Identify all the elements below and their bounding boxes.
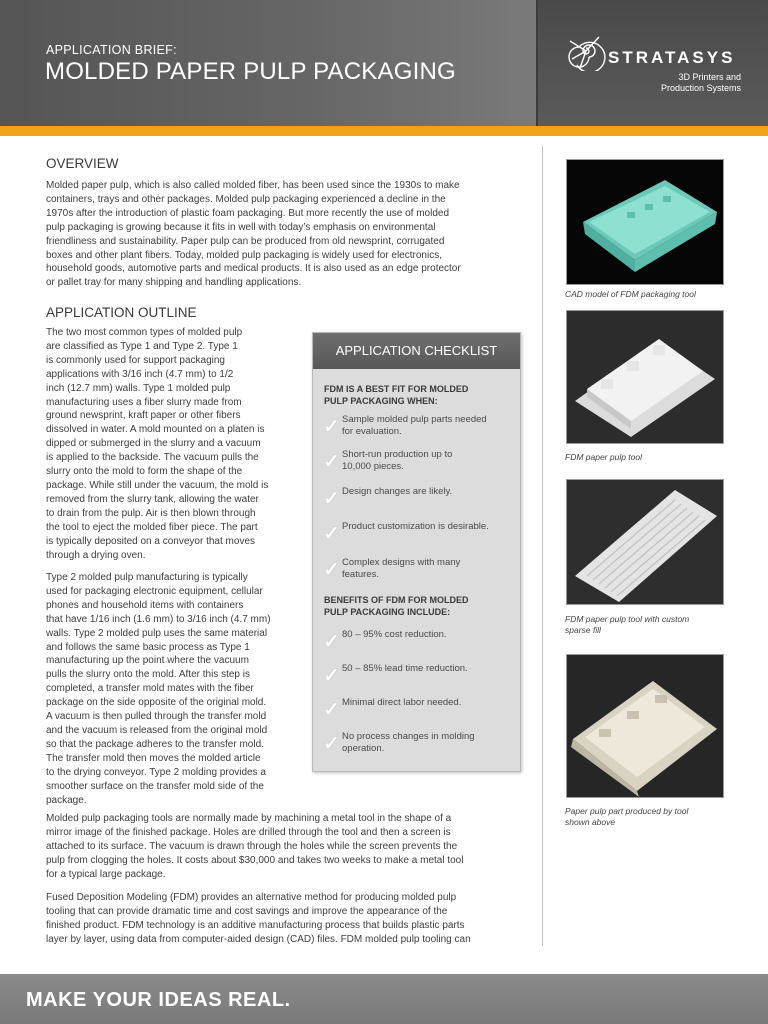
text-line: tooling that can provide dramatic time and cost savings and improve the appearance of the xyxy=(46,905,448,917)
checklist-item-text xyxy=(342,557,507,581)
outline-paragraph-2 xyxy=(46,571,306,807)
benefit-item-text xyxy=(342,629,507,641)
text-line: Type 2 molded pulp manufacturing is typically xyxy=(46,572,248,583)
tagline-line: Production Systems xyxy=(660,83,741,93)
item-line: Short-run production up to xyxy=(342,449,453,460)
text-line: manufacturing up the point where the vacuum xyxy=(46,655,249,667)
item-line: 80 – 95% cost reduction. xyxy=(342,629,447,640)
fdm-pulp-tool-image xyxy=(566,310,724,444)
application-checklist xyxy=(312,332,521,772)
benefit-item xyxy=(323,629,513,659)
checklist-item-text xyxy=(342,449,507,473)
column-divider xyxy=(542,146,543,946)
outline-paragraph-3 xyxy=(46,812,526,882)
text-line: to the drying conveyor. Type 2 molding provides a xyxy=(46,766,266,778)
checklist-item xyxy=(323,414,513,444)
heading-line: FDM IS A BEST FIT FOR MOLDED xyxy=(324,384,469,394)
document-title: MOLDED PAPER PULP PACKAGING xyxy=(45,58,456,85)
text-line: that have 1/16 inch (1.6 mm) to 3/16 inch (4.7 mm) xyxy=(46,613,271,625)
benefit-item xyxy=(323,697,513,727)
checklist-item xyxy=(323,521,513,551)
text-line: or pallet tray for many shipping and handling applications. xyxy=(46,277,302,289)
heading-line: PULP PACKAGING INCLUDE: xyxy=(324,607,451,617)
text-line: inch (12.7 mm) walls. Type 1 molded pulp xyxy=(46,382,231,394)
text-line: Molded pulp packaging tools are normally made by machining a metal tool in the shape of a xyxy=(46,813,452,824)
item-line: Product customization is desirable. xyxy=(342,521,489,532)
text-line: attached to its surface. The vacuum is drawn through the holes while the screen prevents the xyxy=(46,840,458,852)
checkmark-icon: ✓ xyxy=(323,733,340,755)
caption-line: sparse fill xyxy=(565,625,601,635)
photo-caption xyxy=(565,289,735,300)
text-line: household goods, automotive parts and medical products. It is also used as an edge protector xyxy=(46,263,461,275)
checkmark-icon: ✓ xyxy=(323,451,340,473)
item-line: Sample molded pulp parts needed xyxy=(342,414,487,425)
checklist-title: APPLICATION CHECKLIST xyxy=(313,333,520,369)
text-line: pulls the slurry onto the mold. After this step is xyxy=(46,669,250,681)
checkmark-icon: ✓ xyxy=(323,699,340,721)
heading-line: PULP PACKAGING WHEN: xyxy=(324,396,438,406)
item-line: operation. xyxy=(342,743,385,754)
best-fit-heading xyxy=(324,383,509,407)
text-line: completed, a transfer mold mates with the fiber xyxy=(46,683,254,695)
checklist-item xyxy=(323,557,513,587)
text-line: friendliness and sustainability. Paper pulp can be produced from old newsprint, corrugated xyxy=(46,235,445,247)
text-line: mirror image of the finished package. Holes are drilled through the tool and then a screen is xyxy=(46,826,451,838)
text-line: are classified as Type 1 and Type 2. Type 1 xyxy=(46,340,238,352)
checkmark-icon: ✓ xyxy=(323,631,340,653)
text-line: dipped or submerged in the slurry and a vacuum xyxy=(46,438,261,450)
text-line: boxes and other plant fibers. Today, molded pulp packaging is widely used for electronics, xyxy=(46,249,442,261)
text-line: through a drying oven. xyxy=(46,549,146,561)
text-line: A vacuum is then pulled through the transfer mold xyxy=(46,711,267,723)
text-line: is typically deposited on a conveyor that moves xyxy=(46,535,255,547)
item-line: Design changes are likely. xyxy=(342,486,453,497)
text-line: the tool to eject the molded fiber piece. The part xyxy=(46,521,258,533)
nautilus-logo-icon xyxy=(566,31,606,71)
text-line: pulp from clogging the holes. It costs about $30,000 and takes two weeks to make a metal tool xyxy=(46,854,464,866)
text-line: containers, trays and other packages. Molded pulp packaging experienced a decline in the xyxy=(46,193,446,205)
photo-caption xyxy=(565,614,735,636)
text-line: for a typical large package. xyxy=(46,868,166,880)
checklist-item-text xyxy=(342,414,507,438)
text-line: manufacturing uses a fiber slurry made from xyxy=(46,396,242,408)
checkmark-icon: ✓ xyxy=(323,416,340,438)
benefit-item-text xyxy=(342,697,507,709)
item-line: 10,000 pieces. xyxy=(342,461,404,472)
text-line: and the vacuum is released from the original mold xyxy=(46,724,268,736)
pulp-part-image xyxy=(566,654,724,798)
text-line: so that the package adheres to the transfer mold. xyxy=(46,738,264,750)
checklist-item xyxy=(323,449,513,479)
benefit-item-text xyxy=(342,731,507,755)
item-line: 50 – 85% lead time reduction. xyxy=(342,663,468,674)
item-line: Complex designs with many xyxy=(342,557,461,568)
text-line: The transfer mold then moves the molded article xyxy=(46,752,261,764)
benefit-item xyxy=(323,731,513,761)
text-line: removed from the slurry tank, allowing the water xyxy=(46,493,259,505)
text-line: finished product. FDM technology is an additive manufacturing process that builds plastic parts xyxy=(46,919,465,931)
text-line: package on the side opposite of the original mold. xyxy=(46,697,267,709)
text-line: used for packaging electronic equipment, cellular xyxy=(46,585,263,597)
item-line: features. xyxy=(342,569,379,580)
text-line: slurry onto the mold to form the shape of the xyxy=(46,466,243,478)
caption-line: shown above xyxy=(565,817,616,827)
brand-wordmark: STRATASYS xyxy=(608,48,736,67)
text-line: applications with 3/16 inch (4.7 mm) to 1/2 xyxy=(46,368,234,380)
caption-line: FDM paper pulp tool with custom xyxy=(565,614,690,624)
text-line: package. xyxy=(46,794,87,806)
checklist-item-text xyxy=(342,486,507,498)
photo-caption xyxy=(565,452,735,463)
outline-paragraph-4 xyxy=(46,891,526,947)
benefit-item-text xyxy=(342,663,507,675)
heading-line: BENEFITS OF FDM FOR MOLDED xyxy=(324,595,469,605)
item-line: for evaluation. xyxy=(342,426,402,437)
checklist-item xyxy=(323,486,513,516)
text-line: The two most common types of molded pulp xyxy=(46,327,243,338)
outline-paragraph-1 xyxy=(46,326,306,562)
photo-caption xyxy=(565,806,735,828)
caption-line: Paper pulp part produced by tool xyxy=(565,806,689,816)
brand-tagline xyxy=(591,72,741,94)
checkmark-icon: ✓ xyxy=(323,665,340,687)
benefits-heading xyxy=(324,594,509,618)
outline-heading: APPLICATION OUTLINE xyxy=(46,305,197,320)
item-line: Minimal direct labor needed. xyxy=(342,697,462,708)
text-line: is applied to the backside. The vacuum pulls the xyxy=(46,452,259,464)
footer-slogan: MAKE YOUR IDEAS REAL. xyxy=(26,989,291,1011)
item-line: No process changes in molding xyxy=(342,731,475,742)
text-line: layer by layer, using data from computer-aided design (CAD) files. FDM molded pulp tooling can xyxy=(46,933,471,945)
caption-line: CAD model of FDM packaging tool xyxy=(565,289,696,299)
text-line: 1970s after the introduction of plastic foam packaging. But more recently the use of molded xyxy=(46,207,450,219)
checkmark-icon: ✓ xyxy=(323,559,340,581)
benefit-item xyxy=(323,663,513,693)
text-line: dissolved in water. A mold mounted on a platen is xyxy=(46,424,265,436)
text-line: to drain from the pulp. Air is then blown through xyxy=(46,507,256,519)
text-line: is commonly used for support packaging xyxy=(46,354,225,366)
checkmark-icon: ✓ xyxy=(323,488,340,510)
text-line: smoother surface on the transfer mold side of the xyxy=(46,780,264,792)
caption-line: FDM paper pulp tool xyxy=(565,452,643,462)
overview-heading: OVERVIEW xyxy=(46,156,119,171)
text-line: walls. Type 2 molded pulp uses the same material xyxy=(46,627,268,639)
text-line: Fused Deposition Modeling (FDM) provides an alternative method for producing molded pulp xyxy=(46,892,457,903)
text-line: phones and household items with containers xyxy=(46,599,244,611)
text-line: Molded paper pulp, which is also called molded fiber, has been used since the 1930s to make xyxy=(46,180,460,191)
sparse-fill-tool-image xyxy=(566,479,724,605)
text-line: ground newsprint, kraft paper or other fibers xyxy=(46,410,241,422)
text-line: package. While still under the vacuum, the mold is xyxy=(46,479,269,491)
checklist-item-text xyxy=(342,521,507,533)
document-kicker: APPLICATION BRIEF: xyxy=(46,43,177,57)
cad-model-image xyxy=(566,159,724,285)
overview-paragraph xyxy=(46,179,526,290)
accent-stripe xyxy=(0,126,768,136)
tagline-line: 3D Printers and xyxy=(678,72,741,82)
text-line: and follows the same basic process as Type 1 xyxy=(46,641,250,653)
text-line: pulp packaging is growing because it fits in well with today’s emphasis on environmental xyxy=(46,221,436,233)
checkmark-icon: ✓ xyxy=(323,523,340,545)
